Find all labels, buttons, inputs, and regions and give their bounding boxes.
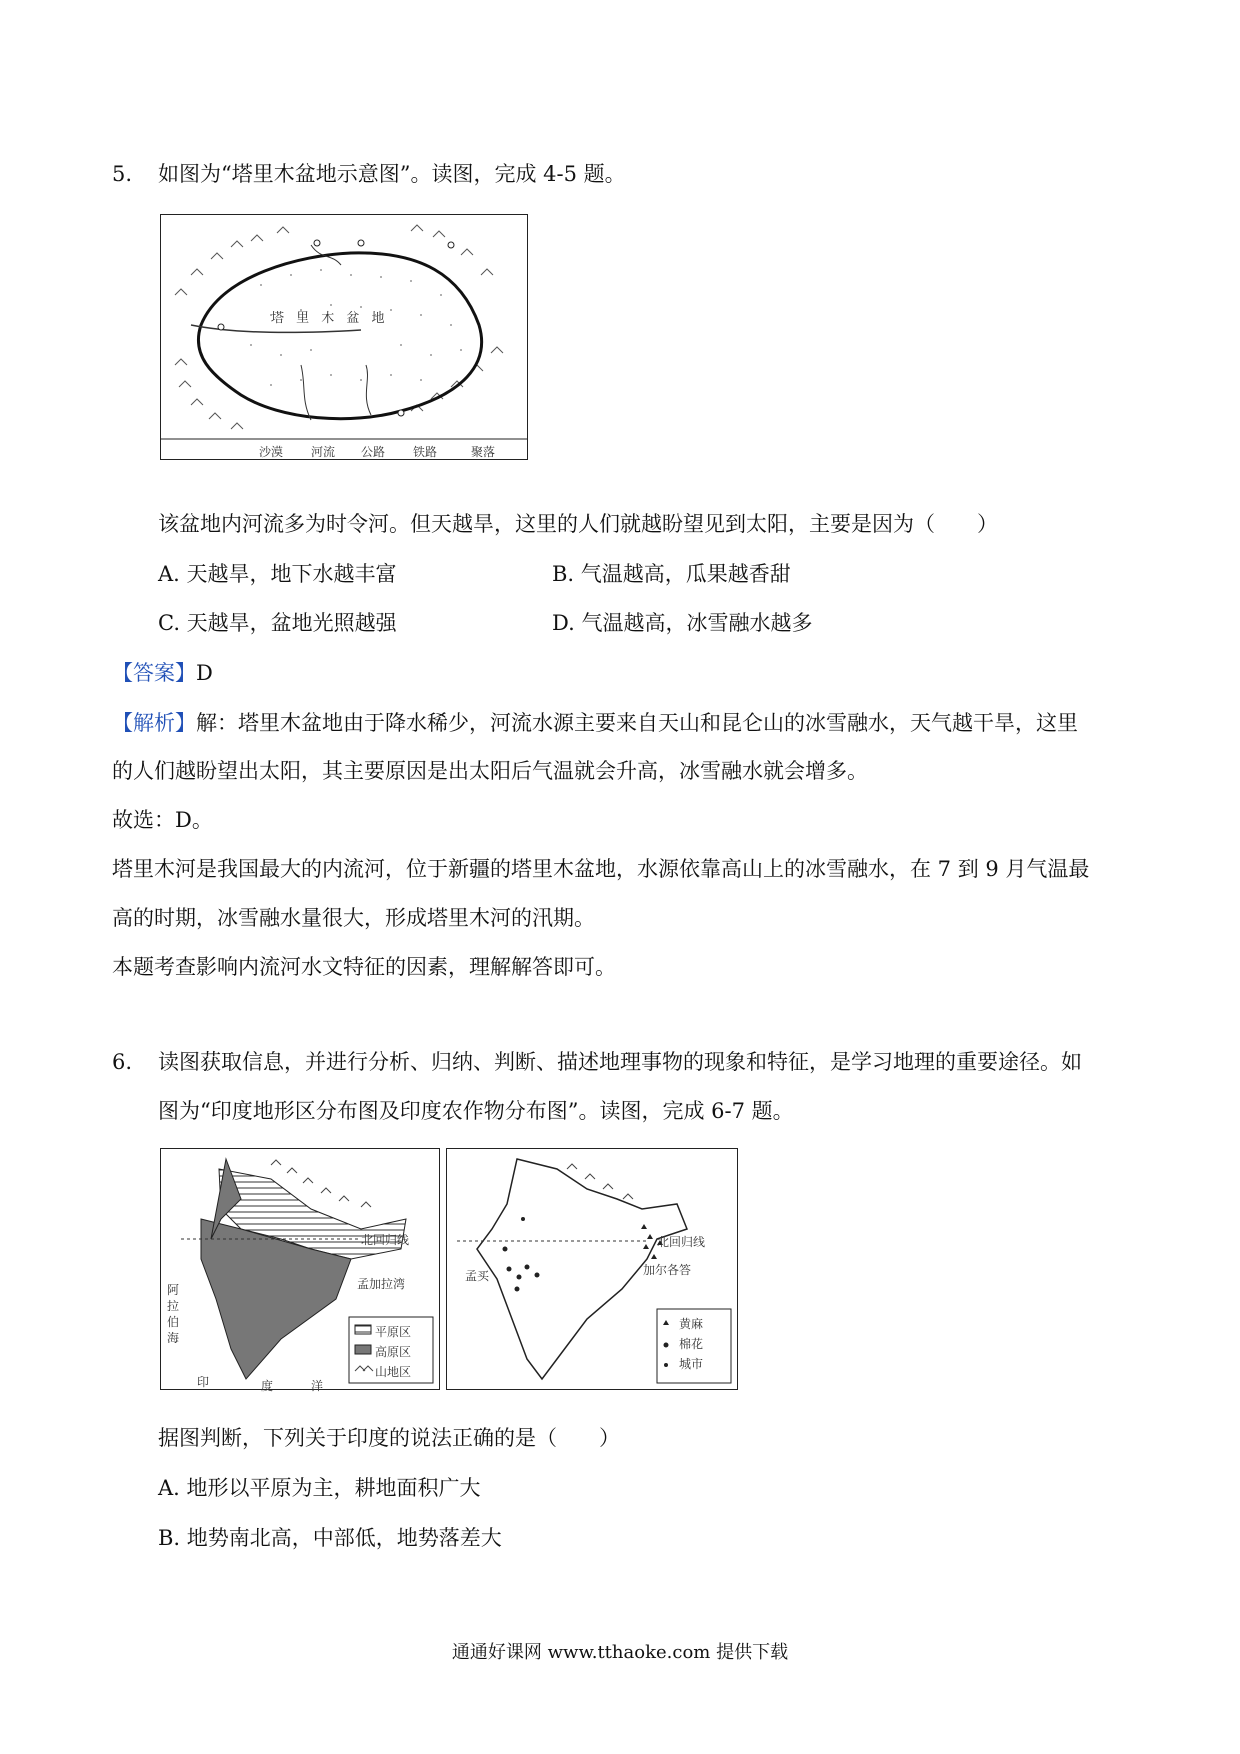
city-kolkata: 加尔各答 <box>643 1263 692 1277</box>
india-terrain-map <box>160 1148 440 1393</box>
tarim-basin-map <box>160 214 528 460</box>
analysis-line-2: 的人们越盼望出太阳，其主要原因是出太阳后气温就会升高，冰雪融水就会增多。 <box>112 759 868 783</box>
city-mumbai: 孟买 <box>465 1269 490 1283</box>
question-6-stem-2: 图为“印度地形区分布图及印度农作物分布图”。读图，完成 6-7 题。 <box>158 1099 794 1123</box>
ocean-label-3: 洋 <box>311 1379 324 1393</box>
extra-line-3: 本题考查影响内流河水文特征的因素，理解解答即可。 <box>112 955 616 979</box>
choose-line: 故选：D。 <box>112 808 213 832</box>
legend-river: 河流 <box>311 445 336 459</box>
answer-tag: 【答案】 <box>112 661 196 685</box>
legend-mountain: 山地区 <box>375 1365 412 1379</box>
india-crop-map <box>446 1148 738 1390</box>
question-6-number: 6. <box>112 1050 133 1074</box>
tropic-label-left: 北回归线 <box>361 1233 410 1247</box>
option-5d: D. 气温越高，冰雪融水越多 <box>552 611 813 635</box>
sea-label-2: 拉 <box>167 1299 180 1313</box>
answer-line <box>112 659 213 687</box>
page-footer: 通通好课网 www.tthaoke.com 提供下载 <box>451 1642 789 1663</box>
legend-jute: 黄麻 <box>679 1317 704 1331</box>
option-5c: C. 天越旱，盆地光照越强 <box>158 611 397 635</box>
tropic-label-right: 北回归线 <box>657 1235 706 1249</box>
bay-label: 孟加拉湾 <box>357 1277 406 1291</box>
option-6b: B. 地势南北高，中部低，地势落差大 <box>158 1526 502 1550</box>
question-6-stem-1: 读图获取信息，并进行分析、归纳、判断、描述地理事物的现象和特征，是学习地理的重要途径。如 <box>158 1050 1082 1074</box>
sea-label-4: 海 <box>167 1331 180 1345</box>
legend-city: 城市 <box>679 1357 704 1371</box>
question-5-number: 5. <box>112 162 133 186</box>
answer-value: D <box>196 661 213 685</box>
legend-desert: 沙漠 <box>259 445 284 459</box>
question-5-stem: 如图为“塔里木盆地示意图”。读图，完成 4-5 题。 <box>158 162 626 186</box>
question-6-prompt: 据图判断，下列关于印度的说法正确的是（ ） <box>158 1426 620 1450</box>
extra-line-1: 塔里木河是我国最大的内流河，位于新疆的塔里木盆地，水源依靠高山上的冰雪融水，在 7 到 9 月气温最 <box>112 857 1090 881</box>
question-5-prompt: 该盆地内河流多为时令河。但天越旱，这里的人们就越盼望见到太阳，主要是因为（ ） <box>158 512 998 536</box>
option-5b: B. 气温越高，瓜果越香甜 <box>552 562 791 586</box>
option-6a: A. 地形以平原为主，耕地面积广大 <box>158 1476 481 1500</box>
option-5a: A. 天越旱，地下水越丰富 <box>158 562 397 586</box>
analysis-tag: 【解析】 <box>112 711 196 735</box>
legend-railway: 铁路 <box>413 445 438 459</box>
ocean-label-1: 印 <box>197 1375 210 1389</box>
india-crop-drawing <box>447 1149 737 1389</box>
basin-label: 塔 里 木 盆 地 <box>271 311 389 326</box>
tarim-basin-map-drawing <box>161 215 527 459</box>
legend-plateau: 高原区 <box>375 1345 412 1359</box>
sea-label-1: 阿 <box>167 1283 180 1297</box>
ocean-label-2: 度 <box>261 1379 274 1393</box>
sea-label-3: 伯 <box>167 1315 180 1329</box>
extra-line-2: 高的时期，冰雪融水量很大，形成塔里木河的汛期。 <box>112 906 595 930</box>
analysis-line-1 <box>112 709 1078 737</box>
legend-settlement: 聚落 <box>471 445 496 459</box>
legend-plain: 平原区 <box>375 1325 412 1339</box>
legend-cotton: 棉花 <box>679 1337 704 1351</box>
analysis-text-1: 解：塔里木盆地由于降水稀少，河流水源主要来自天山和昆仑山的冰雪融水，天气越干旱，这里 <box>196 711 1078 735</box>
legend-road: 公路 <box>361 445 386 459</box>
